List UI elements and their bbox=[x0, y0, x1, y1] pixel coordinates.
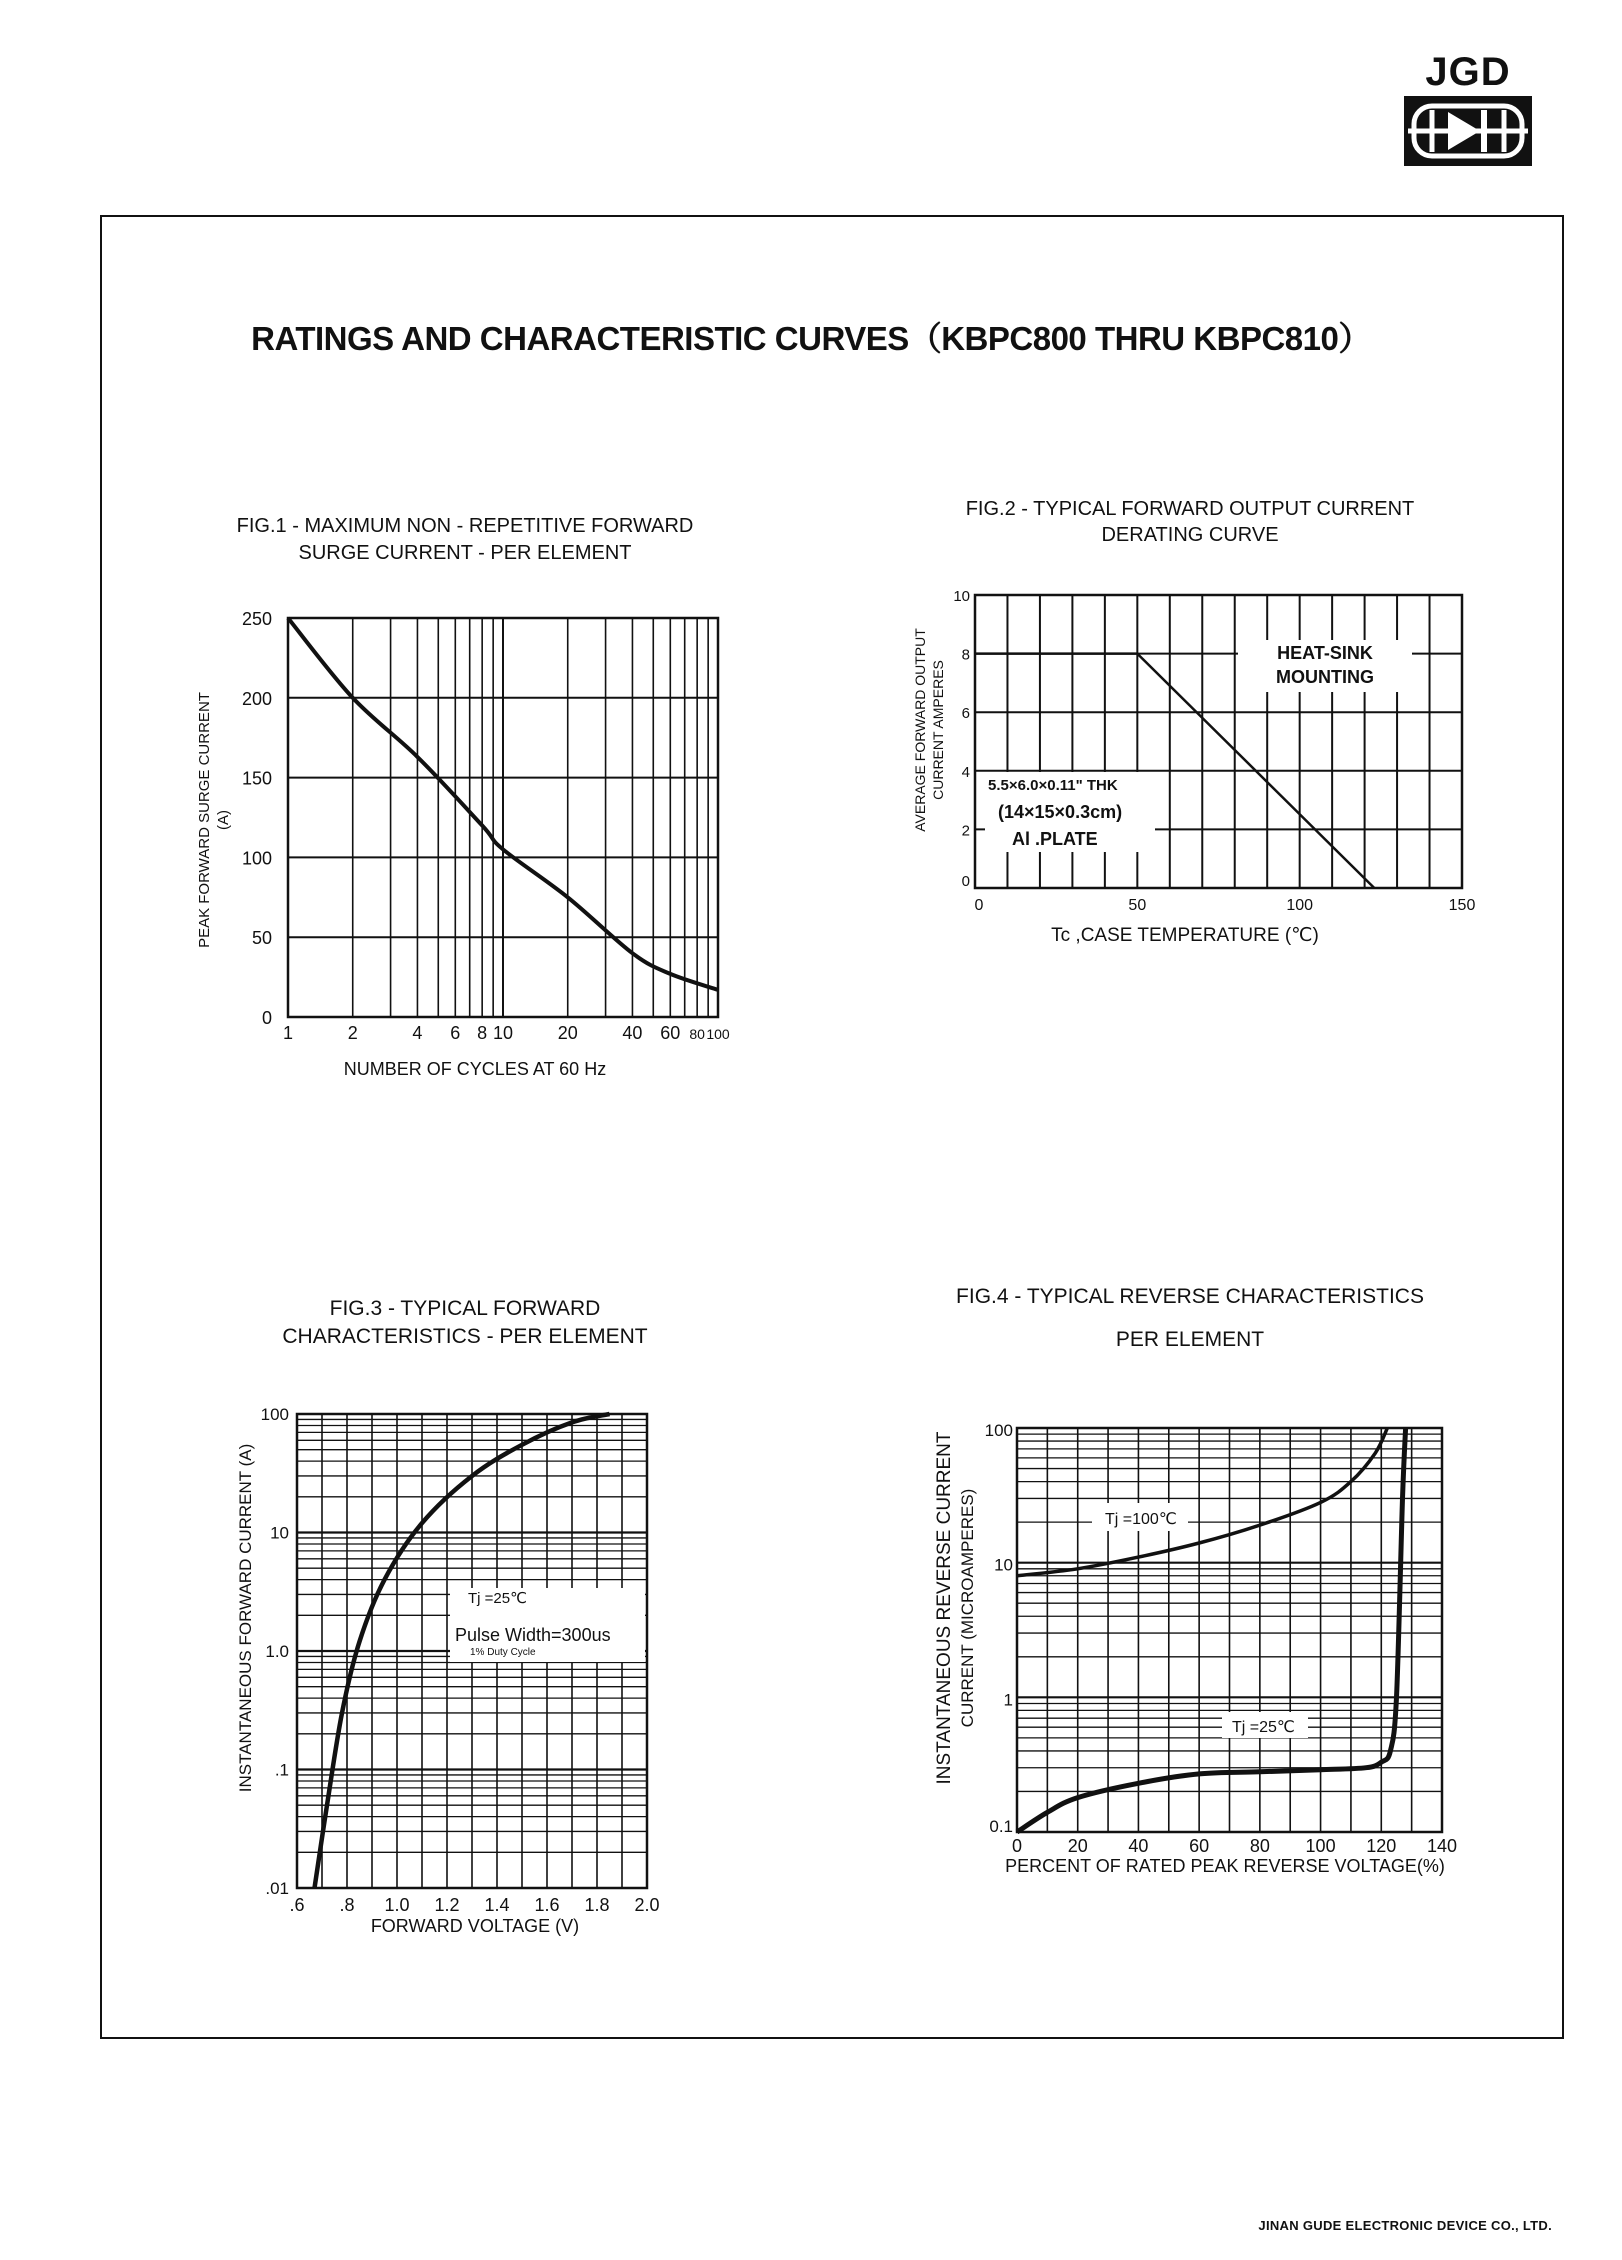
fig3-y-tick-label: .01 bbox=[265, 1879, 289, 1898]
fig3-title-line2: CHARACTERISTICS - PER ELEMENT bbox=[282, 1325, 648, 1348]
fig1-x-tick-label: 20 bbox=[557, 1023, 578, 1043]
fig2-annotation-plate-line1: 5.5×6.0×0.11" THK bbox=[988, 777, 1118, 794]
fig4-x-tick-label: 100 bbox=[1305, 1836, 1336, 1856]
fig3-x-tick-label: 1.6 bbox=[534, 1895, 560, 1915]
fig1-x-tick-label: 60 bbox=[660, 1023, 681, 1043]
fig4-xlabel: PERCENT OF RATED PEAK REVERSE VOLTAGE(%) bbox=[1005, 1856, 1445, 1876]
fig3-x-tick-label: .6 bbox=[289, 1895, 305, 1915]
fig4-title-line2: PER ELEMENT bbox=[1115, 1328, 1265, 1351]
fig2-y-tick-label: 6 bbox=[961, 705, 970, 723]
fig2-chart bbox=[912, 498, 1475, 946]
fig3-chart bbox=[236, 1297, 660, 1936]
fig3-x-tick-label: 1.4 bbox=[484, 1895, 510, 1915]
fig1-x-tick-label: 100 bbox=[706, 1026, 730, 1042]
fig1-title-line2: SURGE CURRENT - PER ELEMENT bbox=[298, 542, 632, 564]
fig4-x-tick-label: 140 bbox=[1426, 1836, 1458, 1856]
footer-company: JINAN GUDE ELECTRONIC DEVICE CO., LTD. bbox=[1258, 2218, 1552, 2233]
fig4-ylabel-line1: INSTANTANEOUS REVERSE CURRENT bbox=[934, 1431, 955, 1785]
fig1-y-tick-label: 150 bbox=[241, 768, 272, 789]
fig2-title-line1: FIG.2 - TYPICAL FORWARD OUTPUT CURRENT bbox=[965, 498, 1415, 520]
fig2-y-tick-label: 10 bbox=[953, 588, 970, 605]
logo-text: JGD bbox=[1425, 50, 1511, 94]
fig1-y-tick-label: 200 bbox=[241, 688, 272, 709]
fig2-x-tick-label: 100 bbox=[1286, 897, 1314, 914]
fig4-series-label-100c: Tj =100℃ bbox=[1105, 1511, 1177, 1528]
fig3-x-tick-label: 1.2 bbox=[434, 1895, 460, 1915]
fig3-y-tick-label: 10 bbox=[270, 1523, 289, 1543]
fig4-y-tick-label: 1 bbox=[1003, 1690, 1013, 1710]
fig3-xlabel: FORWARD VOLTAGE (V) bbox=[370, 1916, 580, 1936]
fig3-annotation-temp: Tj =25℃ bbox=[468, 1590, 527, 1607]
fig2-ylabel-line1: AVERAGE FORWARD OUTPUT bbox=[912, 628, 928, 832]
page-title: RATINGS AND CHARACTERISTIC CURVES（KBPC800 THRU KBPC810） bbox=[251, 320, 1371, 357]
fig2-annotation-mounting-line2: MOUNTING bbox=[1276, 667, 1374, 687]
fig3-x-tick-label: .8 bbox=[339, 1895, 355, 1915]
fig1-ylabel-line2: (A) bbox=[215, 810, 232, 830]
fig1-y-tick-label: 50 bbox=[251, 928, 272, 949]
fig1-chart bbox=[196, 515, 730, 1079]
fig4-tick-labels bbox=[985, 1421, 1457, 1856]
fig4-x-tick-label: 120 bbox=[1366, 1836, 1397, 1856]
fig4-series-label-25c: Tj =25℃ bbox=[1232, 1719, 1295, 1736]
fig2-x-tick-label: 0 bbox=[974, 897, 984, 914]
fig4-y-tick-label: 100 bbox=[984, 1421, 1013, 1440]
fig3-x-tick-label: 1.8 bbox=[584, 1895, 610, 1915]
fig3-x-tick-label: 1.0 bbox=[384, 1895, 410, 1915]
fig4-x-tick-label: 60 bbox=[1189, 1836, 1210, 1856]
fig3-y-tick-label: 1.0 bbox=[265, 1642, 289, 1661]
fig3-x-tick-label: 2.0 bbox=[634, 1895, 660, 1915]
fig1-y-tick-label: 0 bbox=[261, 1008, 272, 1028]
fig1-x-tick-label: 4 bbox=[412, 1023, 423, 1043]
fig2-annotation-mounting-line1: HEAT-SINK bbox=[1277, 643, 1373, 663]
fig1-xlabel: NUMBER OF CYCLES AT 60 Hz bbox=[343, 1059, 607, 1079]
fig3-ylabel: INSTANTANEOUS FORWARD CURRENT (A) bbox=[236, 1443, 255, 1793]
fig4-series-100c-line bbox=[1017, 1428, 1387, 1576]
fig2-x-tick-label: 150 bbox=[1448, 897, 1476, 914]
fig1-y-tick-label: 250 bbox=[241, 609, 272, 629]
fig3-y-tick-label: 100 bbox=[260, 1405, 289, 1424]
fig1-title-line1: FIG.1 - MAXIMUM NON - REPETITIVE FORWARD bbox=[236, 515, 694, 537]
fig1-tick-labels bbox=[242, 609, 730, 1043]
fig3-annotation-duty: 1% Duty Cycle bbox=[470, 1647, 536, 1658]
fig2-ylabel-line2: CURRENT AMPERES bbox=[930, 660, 946, 800]
fig2-y-tick-label: 2 bbox=[961, 822, 970, 840]
fig2-y-tick-label: 4 bbox=[961, 763, 970, 781]
fig2-annotation-plate-line3: Al .PLATE bbox=[1012, 829, 1098, 849]
fig1-y-tick-label: 100 bbox=[241, 848, 272, 869]
fig1-x-tick-label: 1 bbox=[282, 1023, 294, 1043]
fig1-x-tick-label: 2 bbox=[347, 1023, 358, 1043]
fig2-xlabel: Tc ,CASE TEMPERATURE (℃) bbox=[1051, 925, 1319, 946]
fig4-x-tick-label: 20 bbox=[1067, 1836, 1088, 1856]
fig4-y-tick-label: 0.1 bbox=[989, 1817, 1013, 1836]
fig4-x-tick-label: 80 bbox=[1249, 1836, 1270, 1856]
fig1-x-tick-label: 6 bbox=[450, 1023, 461, 1043]
fig4-ylabel-line2: CURRENT (MICROAMPERES) bbox=[958, 1488, 977, 1728]
fig4-y-tick-label: 10 bbox=[994, 1555, 1013, 1575]
fig2-annotation-plate-line2: (14×15×0.3cm) bbox=[998, 802, 1123, 822]
fig2-x-tick-label: 50 bbox=[1128, 897, 1147, 914]
fig4-title-line1: FIG.4 - TYPICAL REVERSE CHARACTERISTICS bbox=[956, 1285, 1424, 1308]
fig3-annotation-pulse: Pulse Width=300us bbox=[455, 1625, 611, 1645]
fig1-grid bbox=[288, 618, 718, 1017]
fig1-x-tick-label: 10 bbox=[492, 1023, 514, 1043]
fig1-x-tick-label: 40 bbox=[622, 1023, 643, 1043]
fig3-y-tick-label: .1 bbox=[274, 1760, 289, 1780]
fig4-x-tick-label: 40 bbox=[1128, 1836, 1149, 1856]
fig1-ylabel-line1: PEAK FORWARD SURGE CURRENT bbox=[196, 692, 213, 948]
fig2-y-tick-label: 8 bbox=[961, 646, 970, 664]
fig4-chart bbox=[934, 1285, 1457, 1876]
fig4-x-tick-label: 0 bbox=[1011, 1836, 1023, 1856]
fig4-series-25c-line bbox=[1017, 1428, 1406, 1832]
fig2-y-tick-label: 0 bbox=[961, 873, 970, 890]
fig1-x-tick-label: 8 bbox=[477, 1023, 488, 1043]
fig3-title-line1: FIG.3 - TYPICAL FORWARD bbox=[329, 1297, 601, 1320]
fig1-x-tick-label: 80 bbox=[689, 1026, 705, 1042]
fig2-title-line2: DERATING CURVE bbox=[1101, 524, 1279, 546]
